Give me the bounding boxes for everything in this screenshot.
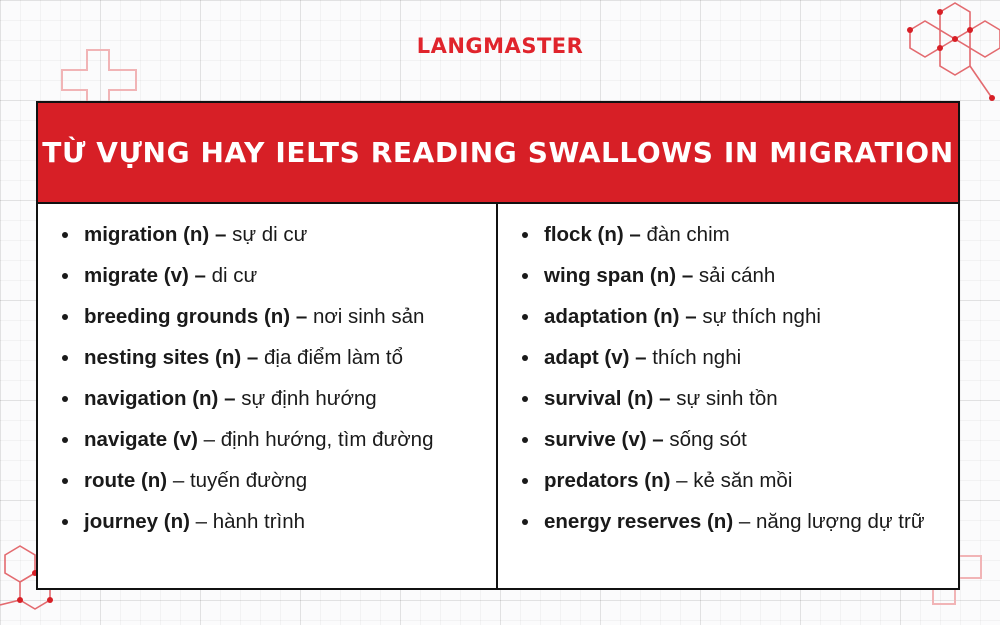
vocab-meaning: sải cánh bbox=[698, 264, 776, 287]
bullet-icon bbox=[522, 273, 528, 279]
separator: – bbox=[738, 510, 751, 533]
bullet-icon bbox=[62, 396, 68, 402]
vocab-meaning: địa điểm làm tổ bbox=[264, 346, 404, 369]
vocab-meaning: nơi sinh sản bbox=[312, 305, 425, 328]
vocab-meaning: đàn chim bbox=[646, 223, 730, 246]
vocab-meaning: định hướng, tìm đường bbox=[220, 428, 434, 451]
bullet-icon bbox=[522, 232, 528, 238]
vocab-list-left bbox=[62, 214, 476, 542]
vocab-meaning: sự định hướng bbox=[241, 387, 377, 410]
vocab-term: survival (n) bbox=[544, 387, 654, 410]
bullet-icon bbox=[522, 519, 528, 525]
vocab-meaning: di cư bbox=[211, 264, 258, 287]
vocabulary-card bbox=[36, 101, 960, 590]
bullet-icon bbox=[522, 396, 528, 402]
separator: – bbox=[635, 346, 647, 369]
vocab-term: survive (v) bbox=[544, 428, 647, 451]
right-column bbox=[498, 204, 958, 588]
bullet-icon bbox=[522, 355, 528, 361]
vocab-meaning: kẻ săn mồi bbox=[693, 469, 793, 492]
separator: – bbox=[172, 469, 185, 492]
vocab-item bbox=[62, 419, 476, 460]
separator: – bbox=[195, 510, 208, 533]
vocab-item bbox=[522, 378, 938, 419]
vocab-term: flock (n) bbox=[544, 223, 624, 246]
vocab-item bbox=[522, 501, 938, 542]
brand-logo: LANGMASTER bbox=[416, 34, 584, 58]
vocab-item bbox=[522, 255, 938, 296]
vocab-meaning: tuyến đường bbox=[189, 469, 308, 492]
vocab-item bbox=[522, 419, 938, 460]
vocab-term: nesting sites (n) bbox=[84, 346, 242, 369]
separator: – bbox=[194, 264, 206, 287]
vocab-term: predators (n) bbox=[544, 469, 671, 492]
bullet-icon bbox=[62, 273, 68, 279]
vocab-meaning: sự sinh tồn bbox=[676, 387, 778, 410]
vocab-term: breeding grounds (n) bbox=[84, 305, 291, 328]
vocab-item bbox=[522, 214, 938, 255]
vocab-term: journey (n) bbox=[84, 510, 190, 533]
vocab-item bbox=[62, 255, 476, 296]
card-header bbox=[38, 103, 958, 204]
left-column bbox=[38, 204, 498, 588]
bullet-icon bbox=[522, 437, 528, 443]
vocab-term: migrate (v) bbox=[84, 264, 189, 287]
vocab-meaning: năng lượng dự trữ bbox=[755, 510, 925, 533]
vocab-term: wing span (n) bbox=[544, 264, 677, 287]
vocab-term: adaptation (n) bbox=[544, 305, 680, 328]
vocab-meaning: sự di cư bbox=[232, 223, 308, 246]
vocab-meaning: thích nghi bbox=[652, 346, 742, 369]
card-body bbox=[38, 204, 958, 588]
separator: – bbox=[203, 428, 216, 451]
separator: – bbox=[685, 305, 697, 328]
vocab-item bbox=[62, 460, 476, 501]
vocab-item bbox=[62, 501, 476, 542]
vocab-meaning: hành trình bbox=[212, 510, 306, 533]
separator: – bbox=[652, 428, 664, 451]
separator: – bbox=[246, 346, 259, 369]
vocab-term: navigate (v) bbox=[84, 428, 198, 451]
vocab-meaning: sự thích nghi bbox=[702, 305, 821, 328]
bullet-icon bbox=[62, 355, 68, 361]
separator: – bbox=[214, 223, 227, 246]
vocab-item bbox=[522, 460, 938, 501]
separator: – bbox=[659, 387, 671, 410]
separator: – bbox=[629, 223, 641, 246]
vocab-list-right bbox=[522, 214, 938, 542]
card-title: TỪ VỰNG HAY IELTS READING SWALLOWS IN MIGRATION bbox=[42, 136, 954, 169]
bullet-icon bbox=[62, 519, 68, 525]
vocab-term: navigation (n) bbox=[84, 387, 219, 410]
bullet-icon bbox=[522, 314, 528, 320]
separator: – bbox=[681, 264, 694, 287]
bullet-icon bbox=[522, 478, 528, 484]
vocab-meaning: sống sót bbox=[669, 428, 747, 451]
vocab-item bbox=[62, 378, 476, 419]
vocab-term: adapt (v) bbox=[544, 346, 630, 369]
separator: – bbox=[224, 387, 236, 410]
vocab-item bbox=[62, 337, 476, 378]
vocab-term: migration (n) bbox=[84, 223, 210, 246]
vocab-item bbox=[522, 337, 938, 378]
bullet-icon bbox=[62, 478, 68, 484]
vocab-term: route (n) bbox=[84, 469, 168, 492]
bullet-icon bbox=[62, 437, 68, 443]
vocab-item bbox=[522, 296, 938, 337]
vocab-item bbox=[62, 214, 476, 255]
vocab-term: energy reserves (n) bbox=[544, 510, 734, 533]
separator: – bbox=[676, 469, 688, 492]
vocab-item bbox=[62, 296, 476, 337]
separator: – bbox=[295, 305, 308, 328]
bullet-icon bbox=[62, 232, 68, 238]
bullet-icon bbox=[62, 314, 68, 320]
